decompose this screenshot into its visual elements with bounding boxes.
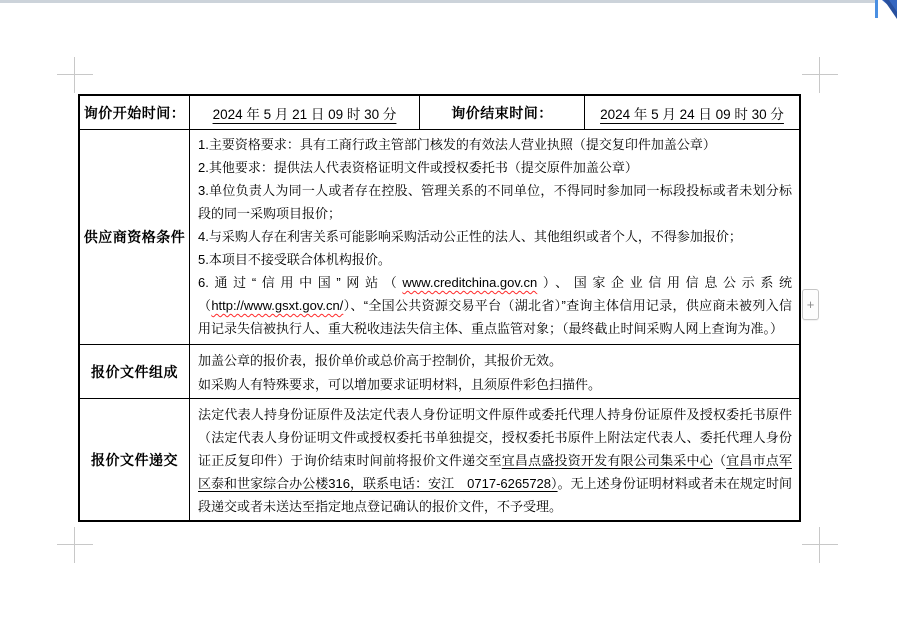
text-segment: 如采购人有特殊要求，可以增加要求证明材料，且须原件彩色扫描件。 xyxy=(198,377,602,392)
table-row-supplier-qualification xyxy=(80,130,799,345)
text-segment: www.creditchina.gov.cn xyxy=(402,275,538,290)
text-segment: 宜昌市点军区泰和世家综合办公楼316，联系电话：安江 0717-6265728） xyxy=(198,453,792,491)
table-row-times xyxy=(80,96,799,130)
table-row-quote-doc-composition xyxy=(80,345,799,399)
blue-cursor-icon xyxy=(875,0,897,20)
text-segment: 。无上述身份证明材料或者未在规定时间段递交或者未送达至指定地点登记确认的报价文件，不予受理。 xyxy=(198,476,792,514)
text-segment: 1.主要资格要求：具有工商行政主管部门核发的有效法人营业执照（提交复印件加盖公章） xyxy=(198,137,716,152)
text-segment: ）、国家企业信用信息公示系统（ xyxy=(198,275,792,313)
inquiry-start-time-value: 2024 年 5 月 21 日 09 时 30 分 xyxy=(190,96,420,129)
text-segment: 加盖公章的报价表，报价单价或总价高于控制价，其报价无效。 xyxy=(198,353,563,368)
text-boundary-mark-bottom-left xyxy=(57,527,93,563)
text-segment: 法定代表人持身份证原件及法定代表人身份证明文件原件或委托代理人持身份证原件及授权委托书原件（法定代表人身份证明文件或授权委托书单独提交，授权委托书原件上附法定代表人、委托代理人身份证正反复印件）于询价结束时间前将报价文件递交至 xyxy=(198,407,792,468)
paragraph xyxy=(198,271,792,340)
text-segment: 宜昌点盛投资开发有限公司集采中心 xyxy=(501,453,713,468)
inquiry-end-time-label: 询价结束时间： xyxy=(420,96,585,129)
text-boundary-mark-top-right xyxy=(802,57,838,93)
paragraph xyxy=(198,248,792,271)
insert-control-button[interactable]: + xyxy=(802,289,819,320)
text-segment: ）、“全国公共资源交易平台（湖北省）”查询主体信用记录，供应商未被列入信用记录失信被执行人、重大税收违法失信主体、重点监管对象；（最终截止时间采购人网上查询为准。） xyxy=(198,298,792,336)
paragraph xyxy=(198,225,792,248)
paragraph xyxy=(198,403,792,518)
text-boundary-mark-top-left xyxy=(57,57,93,93)
row-header-supplier-qualification: 供应商资格条件 xyxy=(80,130,190,344)
quote-doc-submission-content xyxy=(190,399,799,520)
text-segment: 4.与采购人存在利害关系可能影响采购活动公正性的法人、其他组织或者个人，不得参加报价； xyxy=(198,229,742,244)
row-header-quote-doc-composition: 报价文件组成 xyxy=(80,345,190,398)
quote-doc-composition-content xyxy=(190,345,799,398)
paragraph xyxy=(198,373,792,397)
table-row-quote-doc-submission xyxy=(80,399,799,520)
window-top-edge xyxy=(0,0,876,3)
text-segment: （ xyxy=(712,453,727,468)
text-segment: 5.本项目不接受联合体机构报价。 xyxy=(198,252,391,267)
supplier-qualification-content xyxy=(190,130,799,344)
inquiry-start-time-label: 询价开始时间： xyxy=(80,96,190,129)
paragraph xyxy=(198,133,792,156)
paragraph xyxy=(198,156,792,179)
inquiry-end-time-value: 2024 年 5 月 24 日 09 时 30 分 xyxy=(600,106,784,122)
text-boundary-mark-bottom-right xyxy=(802,527,838,563)
text-segment: http://www.gsxt.gov.cn/ xyxy=(211,298,344,313)
text-segment: 6.通过“信用中国”网站（ xyxy=(198,275,403,290)
text-segment: 3.单位负责人为同一人或者存在控股、管理关系的不同单位，不得同时参加同一标段投标或者未划分标段的同一采购项目报价； xyxy=(198,183,792,221)
paragraph xyxy=(198,349,792,373)
inquiry-info-table xyxy=(78,94,801,522)
row-header-quote-doc-submission: 报价文件递交 xyxy=(80,399,190,520)
paragraph xyxy=(198,179,792,225)
text-segment: 2.其他要求：提供法人代表资格证明文件或授权委托书（提交原件加盖公章） xyxy=(198,160,638,175)
